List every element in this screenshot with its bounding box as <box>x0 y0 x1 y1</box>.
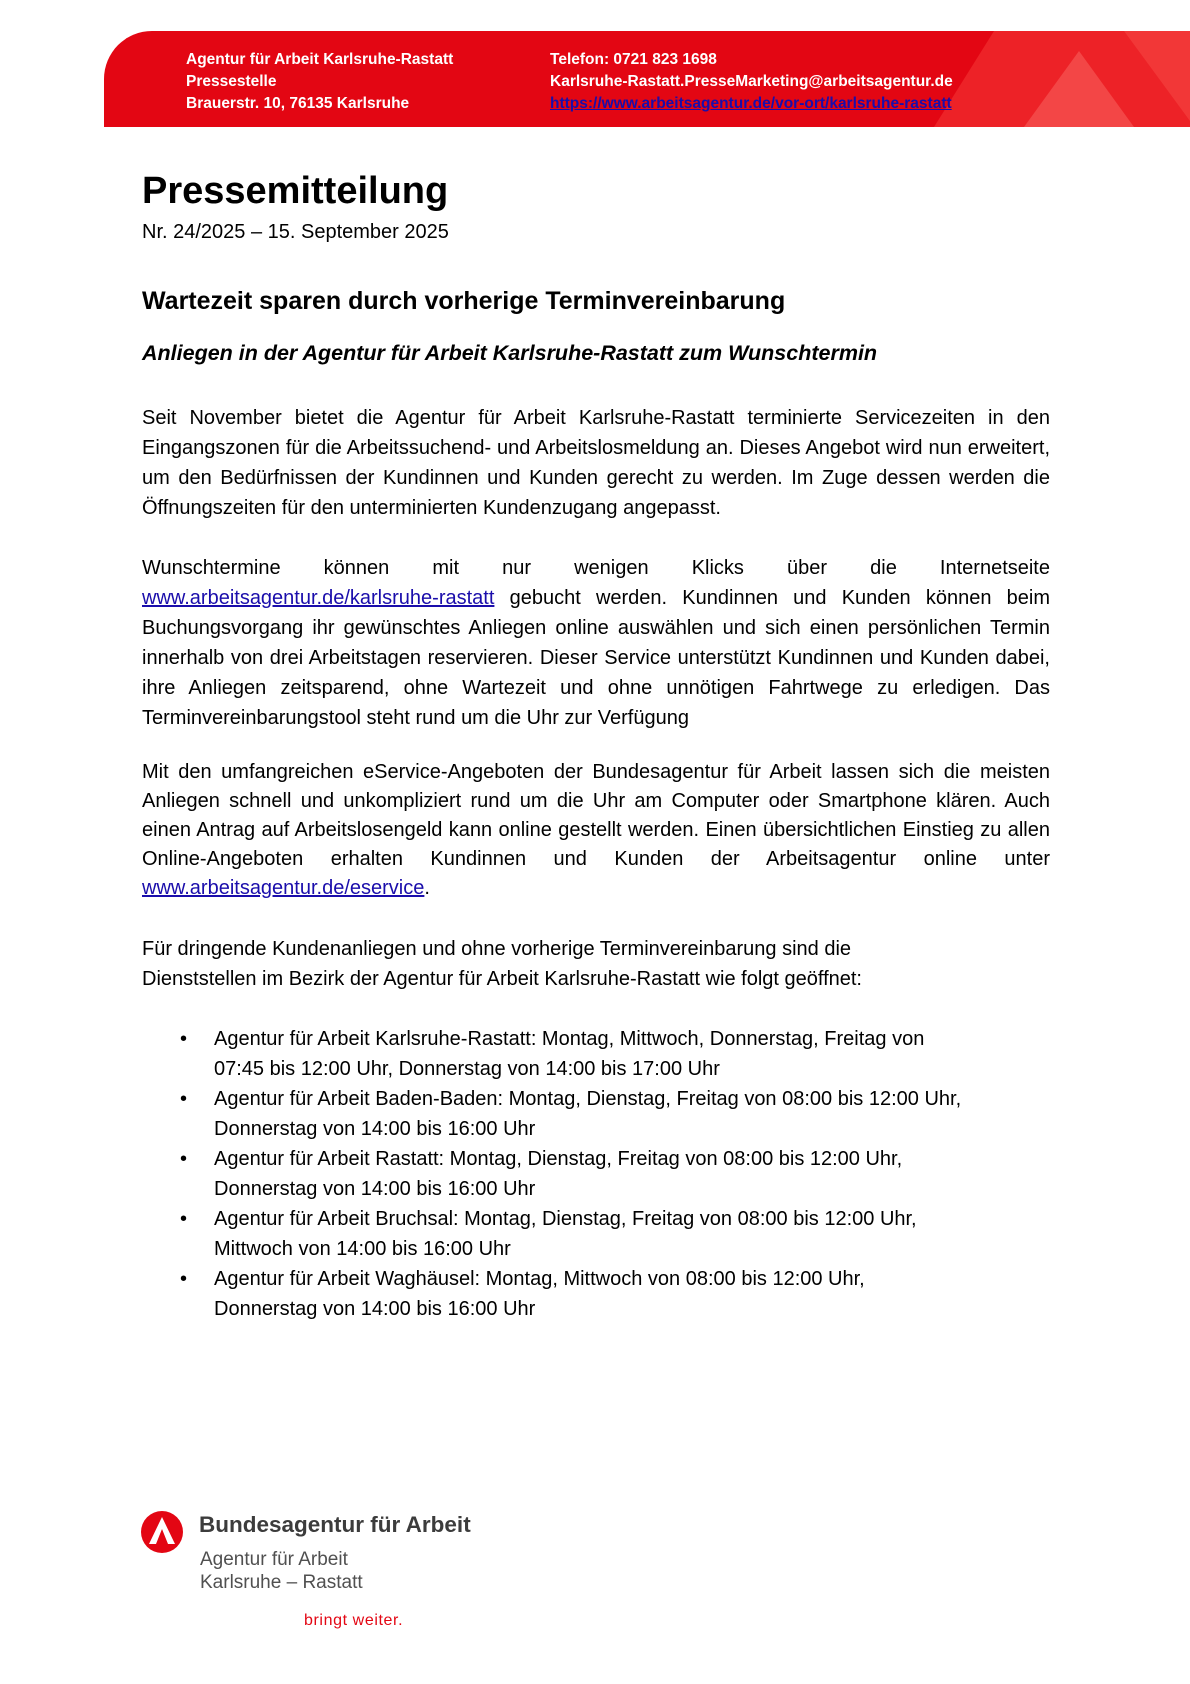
list-item-line-2: Donnerstag von 14:00 bis 16:00 Uhr <box>214 1118 536 1140</box>
list-item-line-2: Donnerstag von 14:00 bis 16:00 Uhr <box>214 1298 536 1320</box>
list-item-line-1: Agentur für Arbeit Baden-Baden: Montag, Dienstag, Freitag von 08:00 bis 12:00 Uhr, <box>214 1088 962 1110</box>
list-item <box>142 1144 1050 1204</box>
letterhead-banner <box>104 31 1190 127</box>
paragraph-1: Seit November bietet die Agentur für Arbeit Karlsruhe-Rastatt terminierte Servicezeiten in den Eingangszonen für die Arbeitssuchend- und Arbeitslosmeldung an. Dieses Angebot wird nun erweitert, um den Bedürfnissen der Kundinnen und Kunden gerecht zu werden. Im Zuge dessen werden die Öffnungszeiten für den unterminierten Kundenzugang angepasst. <box>142 407 1050 519</box>
list-item-line-2: 07:45 bis 12:00 Uhr, Donnerstag von 14:00 bis 17:00 Uhr <box>214 1058 720 1080</box>
list-item <box>142 1024 1050 1084</box>
org-name: Agentur für Arbeit Karlsruhe-Rastatt <box>186 51 454 68</box>
paragraph-3-text-after: . <box>424 877 430 899</box>
logo-agency-line-2: Karlsruhe – Rastatt <box>200 1572 363 1593</box>
list-item <box>142 1084 1050 1144</box>
letterhead-contact-right <box>550 49 953 115</box>
booking-link[interactable]: www.arbeitsagentur.de/karlsruhe-rastatt <box>142 587 495 609</box>
list-item-line-2: Donnerstag von 14:00 bis 16:00 Uhr <box>214 1178 536 1200</box>
phone: Telefon: 0721 823 1698 <box>550 51 717 68</box>
bullet-icon: • <box>180 1148 188 1170</box>
logo-slogan: bringt weiter. <box>304 1612 404 1629</box>
list-item-line-1: Agentur für Arbeit Rastatt: Montag, Dienstag, Freitag von 08:00 bis 12:00 Uhr, <box>214 1148 903 1170</box>
footer-logo <box>140 1510 471 1640</box>
bullet-icon: • <box>180 1088 188 1110</box>
website-link[interactable]: https://www.arbeitsagentur.de/vor-ort/karlsruhe-rastatt <box>550 95 952 112</box>
logo-agency-line-1: Agentur für Arbeit <box>200 1549 348 1570</box>
bullet-icon: • <box>180 1208 188 1230</box>
logo-brand-name: Bundesagentur für Arbeit <box>199 1512 471 1537</box>
paragraph-4 <box>142 934 1050 994</box>
bullet-icon: • <box>180 1268 188 1290</box>
list-item-line-1: Agentur für Arbeit Karlsruhe-Rastatt: Montag, Mittwoch, Donnerstag, Freitag von <box>214 1028 925 1050</box>
list-item <box>142 1264 1050 1324</box>
paragraph-3-text-before: Mit den umfangreichen eService-Angeboten der Bundesagentur für Arbeit lassen sich die meisten Anliegen schnell und unkompliziert rund um die Uhr am Computer oder Smartphone klären. Auch einen Antrag auf Arbeitslosengeld kann online gestellt werden. Einen übersichtlichen Einstieg zu allen Online-Angeboten erhalten Kundinnen und Kunden der Arbeitsagentur online unter <box>142 761 1050 870</box>
document-title: Pressemitteilung <box>142 170 449 212</box>
paragraph-4-line-1: Für dringende Kundenanliegen und ohne vorherige Terminvereinbarung sind die <box>142 938 852 960</box>
department: Pressestelle <box>186 73 277 90</box>
paragraph-3 <box>142 758 1050 903</box>
document-number-date: Nr. 24/2025 – 15. September 2025 <box>142 221 449 243</box>
list-item-line-2: Mittwoch von 14:00 bis 16:00 Uhr <box>214 1238 511 1260</box>
subheadline: Anliegen in der Agentur für Arbeit Karlsruhe-Rastatt zum Wunschtermin <box>142 341 878 365</box>
paragraph-4-line-2: Dienststellen im Bezirk der Agentur für Arbeit Karlsruhe-Rastatt wie folgt geöffnet: <box>142 968 862 990</box>
address: Brauerstr. 10, 76135 Karlsruhe <box>186 95 410 112</box>
paragraph-2-text-after: gebucht werden. Kundinnen und Kunden können beim Buchungsvorgang ihr gewünschtes Anliegen online auswählen und sich einen persönlichen Termin innerhalb von drei Arbeitstagen reservieren. Dieser Service unterstützt Kundinnen und Kunden dabei, ihre Anliegen zeitsparend, ohne Wartezeit und ohne unnötigen Fahrtwege zu erledigen. Das Terminvereinbarungstool steht rund um die Uhr zur Verfügung <box>142 587 1050 729</box>
ba-logo-icon <box>140 1510 184 1554</box>
paragraph-2-text-before: Wunschtermine können mit nur wenigen Klicks über die Internetseite <box>142 557 1050 579</box>
bullet-icon: • <box>180 1028 188 1050</box>
headline: Wartezeit sparen durch vorherige Terminvereinbarung <box>142 287 786 315</box>
eservice-link[interactable]: www.arbeitsagentur.de/eservice <box>142 877 425 899</box>
opening-hours-list <box>142 1024 1050 1324</box>
email: Karlsruhe-Rastatt.PresseMarketing@arbeitsagentur.de <box>550 73 953 90</box>
paragraph-2 <box>142 553 1050 733</box>
list-item <box>142 1204 1050 1264</box>
list-item-line-1: Agentur für Arbeit Bruchsal: Montag, Dienstag, Freitag von 08:00 bis 12:00 Uhr, <box>214 1208 917 1230</box>
list-item-line-1: Agentur für Arbeit Waghäusel: Montag, Mittwoch von 08:00 bis 12:00 Uhr, <box>214 1268 865 1290</box>
letterhead-contact-left <box>186 49 453 115</box>
